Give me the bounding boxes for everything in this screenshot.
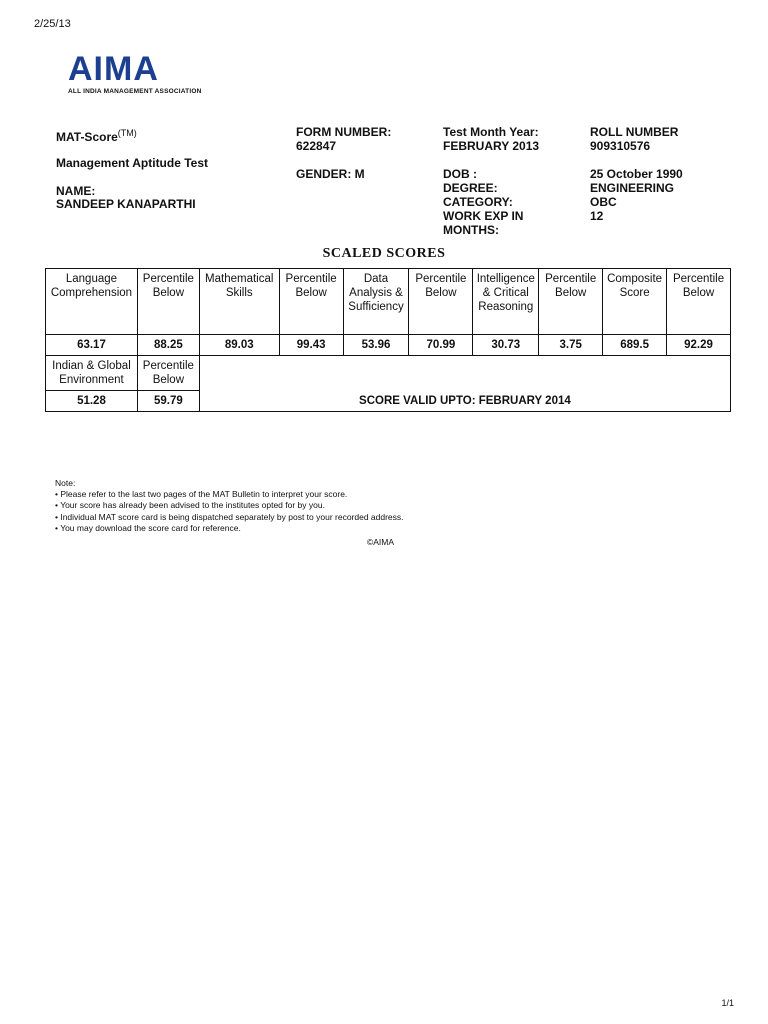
- header-cell: Mathematical Skills: [199, 269, 279, 335]
- value-cell: 89.03: [199, 335, 279, 356]
- aima-logo: [68, 52, 218, 95]
- header-cell: Percentile Below: [409, 269, 473, 335]
- value-cell: 63.17: [46, 335, 138, 356]
- header-cell: Composite Score: [603, 269, 667, 335]
- note-item-text: You may download the score card for reference.: [60, 522, 241, 533]
- note-item: • Your score has already been advised to the institutes opted for by you.: [55, 500, 325, 511]
- degree-value: ENGINEERING: [590, 181, 675, 195]
- work-exp-label-2: MONTHS:: [443, 223, 499, 237]
- value-cell: 70.99: [409, 335, 473, 356]
- extra-header-row: [46, 356, 731, 391]
- work-exp-label-1: WORK EXP IN: [443, 209, 524, 223]
- trademark-mark: (TM): [117, 128, 137, 138]
- roll-number-value: 909310576: [590, 139, 651, 153]
- value-cell: 88.25: [137, 335, 199, 356]
- header-cell: Data Analysis & Sufficiency: [343, 269, 409, 335]
- gender: GENDER: M: [296, 167, 365, 181]
- value-cell: 53.96: [343, 335, 409, 356]
- score-valid-upto: SCORE VALID UPTO: FEBRUARY 2014: [199, 356, 730, 412]
- header-cell: Percentile Below: [279, 269, 343, 335]
- test-month-year-value: FEBRUARY 2013: [443, 139, 540, 153]
- form-number-value: 622847: [296, 139, 337, 153]
- name-label: NAME:: [56, 184, 96, 198]
- print-date: 2/25/13: [34, 18, 71, 30]
- header-cell: Language Comprehension: [46, 269, 138, 335]
- logo-mark: AIMA: [68, 50, 159, 88]
- value-cell: 59.79: [137, 391, 199, 412]
- test-name: Management Aptitude Test: [56, 156, 209, 170]
- note-block: [55, 478, 404, 534]
- dob-label: DOB :: [443, 167, 477, 181]
- work-exp-value: 12: [590, 209, 604, 223]
- value-cell: 99.43: [279, 335, 343, 356]
- note-item: • You may download the score card for reference.: [55, 522, 241, 533]
- test-month-year-label: Test Month Year:: [443, 125, 539, 139]
- header-cell: Indian & Global Environment: [46, 356, 138, 391]
- degree-label: DEGREE:: [443, 181, 498, 195]
- value-cell: 689.5: [603, 335, 667, 356]
- note-item: • Individual MAT score card is being dispatched separately by post to your recorded address.: [55, 511, 404, 522]
- header-cell: Percentile Below: [539, 269, 603, 335]
- header-cell: Percentile Below: [667, 269, 731, 335]
- category-value: OBC: [590, 195, 617, 209]
- roll-number-label: ROLL NUMBER: [590, 125, 679, 139]
- header-cell: Percentile Below: [137, 356, 199, 391]
- value-cell: 51.28: [46, 391, 138, 412]
- dob-value: 25 October 1990: [590, 167, 683, 181]
- value-cell: 3.75: [539, 335, 603, 356]
- copyright: ©AIMA: [367, 537, 395, 547]
- note-heading: Note:: [55, 478, 76, 488]
- note-item: • Please refer to the last two pages of the MAT Bulletin to interpret your score.: [55, 489, 348, 500]
- note-item-text: Please refer to the last two pages of the MAT Bulletin to interpret your score.: [60, 489, 348, 500]
- scores-table: [45, 268, 731, 412]
- category-label: CATEGORY:: [443, 195, 513, 209]
- mat-score-text: MAT-Score: [56, 130, 118, 144]
- name-value: SANDEEP KANAPARTHI: [56, 197, 196, 211]
- form-number-label: FORM NUMBER:: [296, 125, 392, 139]
- scores-value-row: [46, 335, 731, 356]
- scores-header-row: [46, 269, 731, 335]
- header-cell: Intelligence & Critical Reasoning: [473, 269, 539, 335]
- note-item-text: Your score has already been advised to the institutes opted for by you.: [60, 500, 325, 511]
- page-number: 1/1: [721, 998, 734, 1008]
- note-item-text: Individual MAT score card is being dispatched separately by post to your recorded address.: [60, 511, 404, 522]
- header-cell: Percentile Below: [137, 269, 199, 335]
- mat-score-label: [56, 126, 137, 144]
- value-cell: 30.73: [473, 335, 539, 356]
- scaled-scores-title: SCALED SCORES: [322, 246, 446, 261]
- value-cell: 92.29: [667, 335, 731, 356]
- logo-subtitle: ALL INDIA MANAGEMENT ASSOCIATION: [68, 88, 202, 95]
